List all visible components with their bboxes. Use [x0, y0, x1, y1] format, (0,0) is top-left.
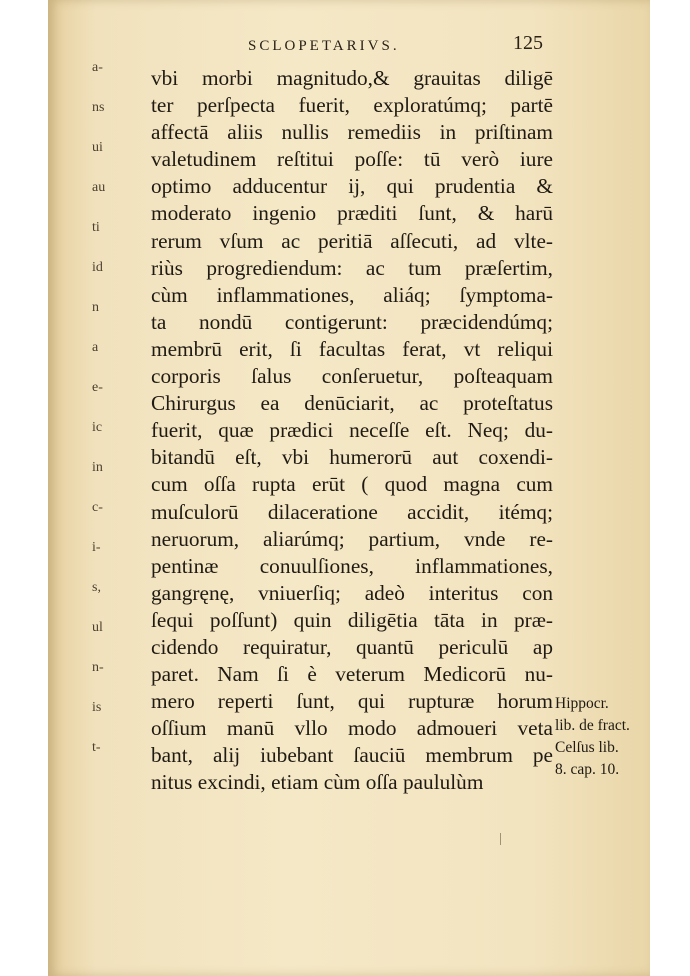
gutter-fragment: n-: [92, 660, 104, 675]
text-line: bant, alij iubebant ſauciū membrum pe: [151, 743, 553, 768]
marginal-note: [555, 693, 667, 781]
gutter-fragment: ns: [92, 100, 105, 115]
gutter-fragment: ic: [92, 420, 103, 435]
text-line: ſequi poſſunt) quin diligētia tāta in præ-: [151, 607, 553, 632]
text-line: cùm inflammationes, aliáq; ſymptoma-: [151, 282, 553, 307]
marginal-note-line: 8. cap. 10.: [555, 761, 620, 778]
text-line: affectā aliis nullis remediis in priſtinam: [151, 120, 553, 145]
text-line: muſculorū dilaceratione accidit, itémq;: [151, 499, 553, 524]
gutter-fragment: n: [92, 300, 99, 315]
page-number: 125: [513, 32, 543, 54]
text-line: oſſium manū vllo modo admoueri veta: [151, 716, 553, 741]
gutter-fragment: a: [92, 340, 99, 355]
marginal-note-line: Hippocr.: [555, 695, 609, 712]
ink-mark: [500, 833, 501, 845]
book-page: [48, 0, 650, 976]
text-line: rerum vſum ac peritiā aſſecuti, ad vlte-: [151, 228, 553, 253]
gutter-fragment: t-: [92, 740, 101, 755]
text-line: cidendo requiratur, quantū periculū ap: [151, 634, 553, 659]
text-line: membrū erit, ſi facultas ferat, vt reliqui: [151, 336, 553, 361]
text-line: ta nondū contigerunt: præcidendúmq;: [151, 309, 553, 334]
gutter-fragment: ul: [92, 620, 103, 635]
gutter-fragment: id: [92, 260, 103, 275]
text-line: mero reperti ſunt, qui rupturæ horum: [151, 689, 553, 714]
text-line: vbi morbi magnitudo,& grauitas diligē: [151, 66, 553, 90]
gutter-fragment: ti: [92, 220, 100, 235]
text-line: corporis ſalus conſeruetur, poſteaquam: [151, 364, 553, 389]
text-line: cum oſſa rupta erūt ( quod magna cum: [151, 472, 553, 497]
gutter-fragment: s,: [92, 580, 101, 595]
gutter-fragment: c-: [92, 500, 103, 515]
marginal-note-line: Celſus lib.: [555, 739, 619, 756]
gutter-fragment: is: [92, 700, 102, 715]
text-line: fuerit, quæ prædici neceſſe eſt. Neq; du-: [151, 418, 553, 443]
text-line: moderato ingenio præditi ſunt, & harū: [151, 201, 553, 226]
facing-page-gutter: [92, 60, 110, 860]
text-line: gangręnę, vniuerſiq; adeò interitus con: [151, 580, 553, 605]
text-line: ter perſpecta fuerit, exploratúmq; partē: [151, 93, 553, 118]
text-line: Chirurgus ea denūciarit, ac proteſtatus: [151, 391, 553, 416]
gutter-fragment: i-: [92, 540, 101, 555]
text-line: bitandū eſt, vbi humerorū aut coxendi-: [151, 445, 553, 470]
body-text: [151, 65, 553, 797]
gutter-fragment: in: [92, 460, 103, 475]
gutter-fragment: a-: [92, 60, 103, 75]
text-line: riùs progrediendum: ac tum præſertim,: [151, 255, 553, 280]
text-line: pentinæ conuulſiones, inflammationes,: [151, 553, 553, 578]
text-line: paret. Nam ſi è veterum Medicorū nu-: [151, 662, 553, 687]
running-title: SCLOPETARIVS.: [248, 38, 400, 54]
text-line: nitus excindi, etiam cùm oſſa paululùm: [151, 770, 484, 795]
gutter-fragment: ui: [92, 140, 103, 155]
text-line: valetudinem reſtitui poſſe: tū verò iure: [151, 147, 553, 172]
marginal-note-line: lib. de fract.: [555, 717, 630, 734]
gutter-fragment: e-: [92, 380, 103, 395]
gutter-fragment: au: [92, 180, 106, 195]
text-line: optimo adducentur ij, qui prudentia &: [151, 174, 553, 199]
text-line: neruorum, aliarúmq; partium, vnde re-: [151, 526, 553, 551]
